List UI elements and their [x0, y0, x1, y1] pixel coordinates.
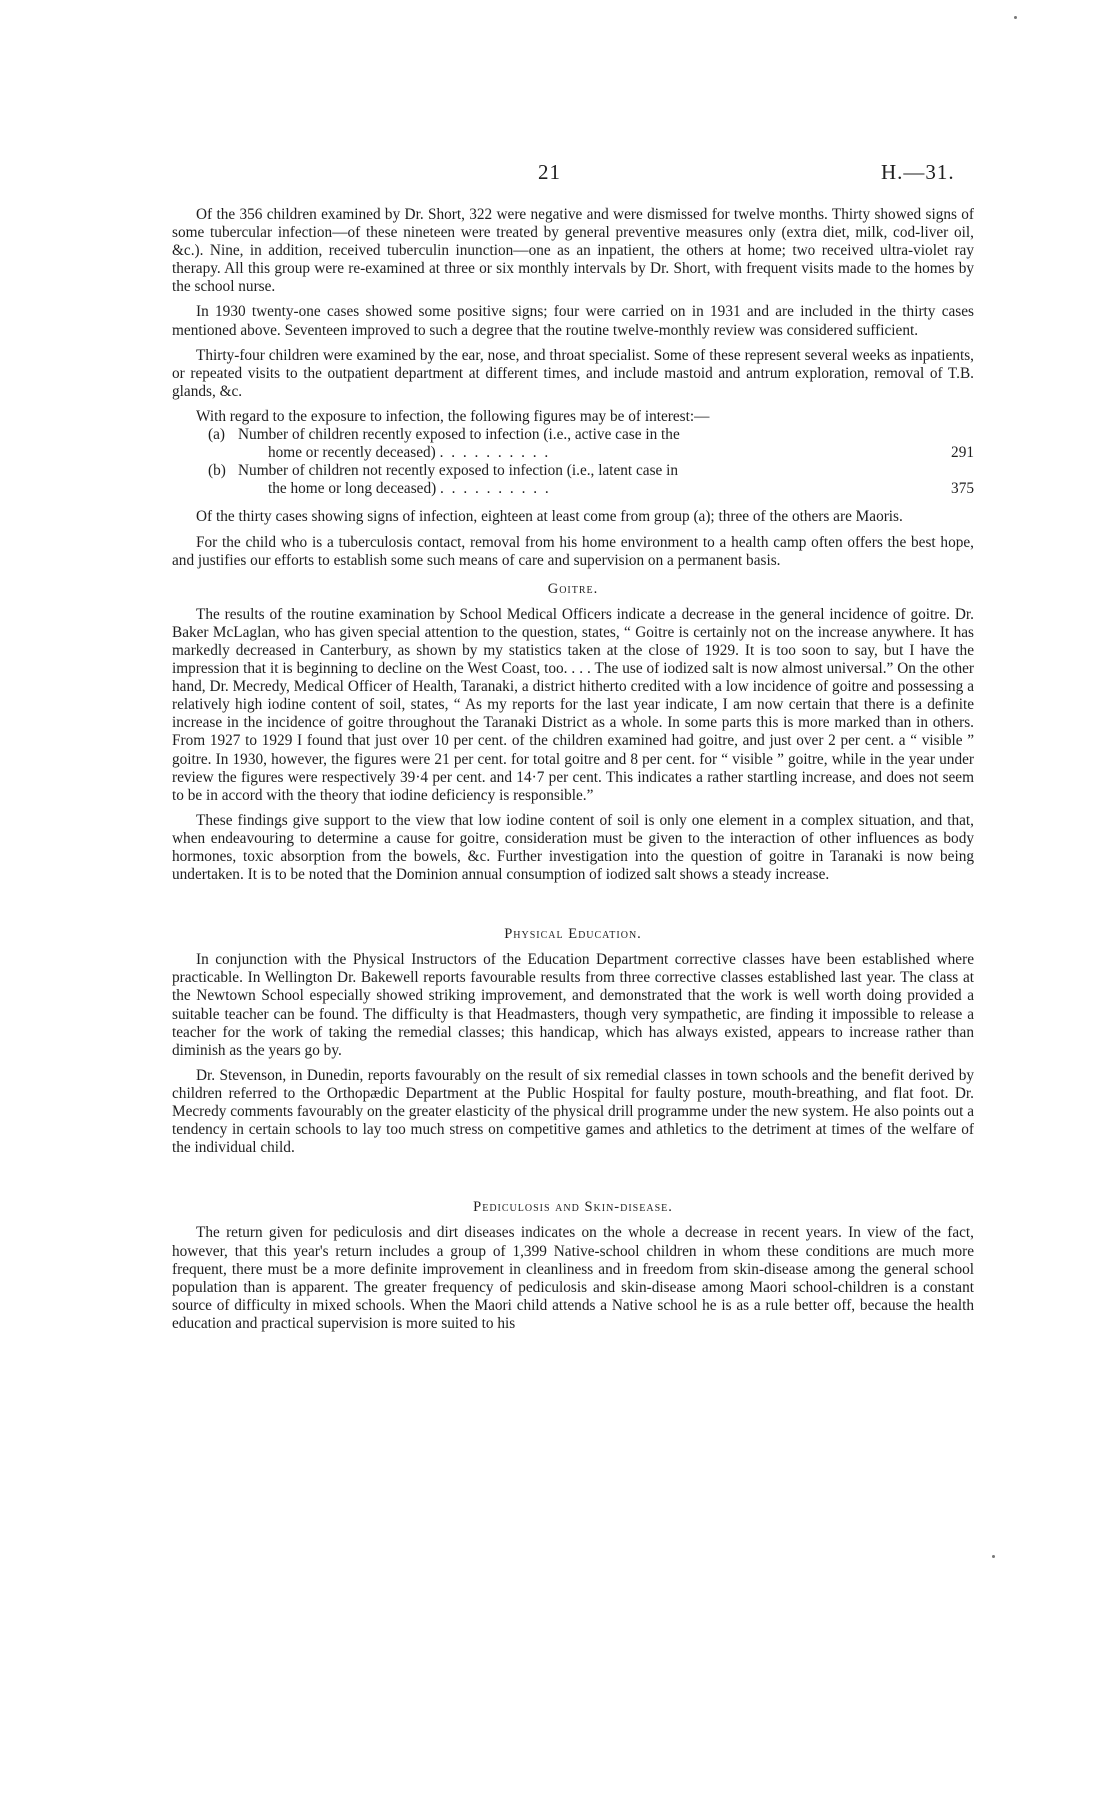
paragraph: Thirty-four children were examined by the ear, nose, and throat specialist. Some of these represent several weeks as inpatients, or repeated visits to the outpatient department at different times, and include mastoid and antrum exploration, removal of T.B. glands, &c.: [172, 346, 974, 400]
paragraph: Of the 356 children examined by Dr. Short, 322 were negative and were dismissed for twelve months. Thirty showed signs of some tubercular infection—of these nineteen were treated by general preventive measures only (extra diet, milk, cod-liver oil, &c.). Nine, in addition, received tuberculin inunction—one as an inpatient, the others at home; two received ultra-violet ray therapy. All this group were re-examined at three or six monthly intervals by Dr. Short, with frequent visits made to the homes by the school nurse.: [172, 206, 974, 296]
paragraph: With regard to the exposure to infection, the following figures may be of interest:—: [196, 407, 710, 425]
item-text: home or recently deceased): [268, 444, 436, 462]
paragraph: Dr. Stevenson, in Dunedin, reports favourably on the result of six remedial classes in town schools and the benefit derived by children referred to the Orthopædic Department at the Public Hospital for faulty posture, mouth-breathing, and flat foot. Dr. Mecredy comments favourably on the greater elasticity of the physical drill programme under the new system. He also points out a tendency in certain schools to lay too much stress on competitive games and athletics to the detriment at times of the welfare of the individual child.: [172, 1066, 974, 1157]
paragraph: The return given for pediculosis and dirt diseases indicates on the whole a decrease in recent years. In view of the fact, however, that this year's return includes a group of 1,399 Native-school children in whom these conditions are much more frequent, there must be a more definite improvement in cleanliness and in freedom from skin-disease among the general school population than is apparent. The greater frequency of pediculosis and skin-disease among Maori school-children is a constant source of difficulty in mixed schools. When the Maori child attends a Native school he is as a rule better off, because the health education and practical supervision is more suited to his: [172, 1224, 974, 1332]
section-heading-goitre: Goitre.: [547, 580, 599, 597]
paragraph: Of the thirty cases showing signs of infection, eighteen at least come from group (a); three of the others are Maoris.: [196, 508, 903, 526]
scan-speck: [1014, 16, 1017, 19]
paragraph: In conjunction with the Physical Instructors of the Education Department corrective classes have been established where practicable. In Wellington Dr. Bakewell reports favourable results from three corrective classes established last year. The class at the Newtown School especially showed striking improvement, and demonstrated that the work is well worth doing provided a suitable teacher can be found. The difficulty is that Headmasters, though very sympathetic, are finding it impossible to release a teacher for the work of taking the remedial classes; this handicap, which has always existed, appears to increase rather than diminish as the years go by.: [172, 951, 974, 1059]
item-label: (a): [208, 426, 225, 444]
paragraph: In 1930 twenty-one cases showed some positive signs; four were carried on in 1931 and are included in the thirty cases mentioned above. Seventeen improved to such a degree that the routine twelve-monthly review was considered sufficient.: [172, 303, 974, 339]
item-text: Number of children recently exposed to infection (i.e., active case in the: [238, 426, 680, 444]
paragraph: These findings give support to the view that low iodine content of soil is only one element in a complex situation, and that, when endeavouring to determine a cause for goitre, consideration must be given to the interaction of other influences as body hormones, toxic absorption from the bowels, &c. Further investigation into the question of goitre in Taranaki is now being undertaken. It is to be noted that the Dominion annual consumption of iodized salt shows a steady increase.: [172, 811, 974, 884]
section-heading-pediculosis: Pediculosis and Skin-disease.: [473, 1199, 673, 1216]
item-value: 375: [951, 480, 974, 498]
item-value: 291: [951, 444, 974, 462]
item-label: (b): [208, 462, 226, 480]
scan-speck: [992, 1555, 995, 1558]
section-heading-physical-education: Physical Education.: [504, 926, 642, 943]
item-text: the home or long deceased): [268, 480, 437, 498]
item-text: Number of children not recently exposed to infection (i.e., latent case in: [238, 462, 679, 480]
paragraph: For the child who is a tuberculosis contact, removal from his home environment to a health camp often offers the best hope, and justifies our efforts to establish some such means of care and supervision on a permanent basis.: [172, 533, 974, 569]
document-body: [172, 206, 974, 1340]
paragraph: The results of the routine examination by School Medical Officers indicate a decrease in the general incidence of goitre. Dr. Baker McLaglan, who has given special attention to the question, states, “ Goitre is certainly not on the increase anywhere. It has markedly decreased in Canterbury, as shown by my statistics taken at the close of 1929. It is too soon to say, but I have the impression that it is beginning to decline on the West Coast, too. . . . The use of iodized salt is now almost universal.” On the other hand, Dr. Mecredy, Medical Officer of Health, Taranaki, a district hitherto credited with a low incidence of goitre and possessing a relatively high iodine content of soil, states, “ As my reports for the last year indicate, I am now certain that there is a definite increase in the incidence of goitre throughout the Taranaki District as a whole. In some parts this is more marked than in others. From 1927 to 1929 I found that just over 10 per cent. of the children examined had goitre, and just over 2 per cent. a “ visible ” goitre. In 1930, however, the figures were 21 per cent. for total goitre and 8 per cent. for “ visible ” goitre, while in the year under review the figures were respectively 39·4 per cent. and 14·7 per cent. This indicates a rather startling increase, and does not seem to be in accord with the theory that iodine deficiency is responsible.”: [172, 605, 974, 804]
leader-dots: . . . . . . . . . .: [439, 444, 551, 462]
exposure-list: [172, 426, 974, 498]
page-number: 21: [538, 160, 561, 184]
list-item: [172, 426, 974, 462]
leader-dots: . . . . . . . . . .: [440, 480, 551, 498]
list-item: [172, 462, 974, 498]
report-code: H.—31.: [881, 160, 955, 184]
